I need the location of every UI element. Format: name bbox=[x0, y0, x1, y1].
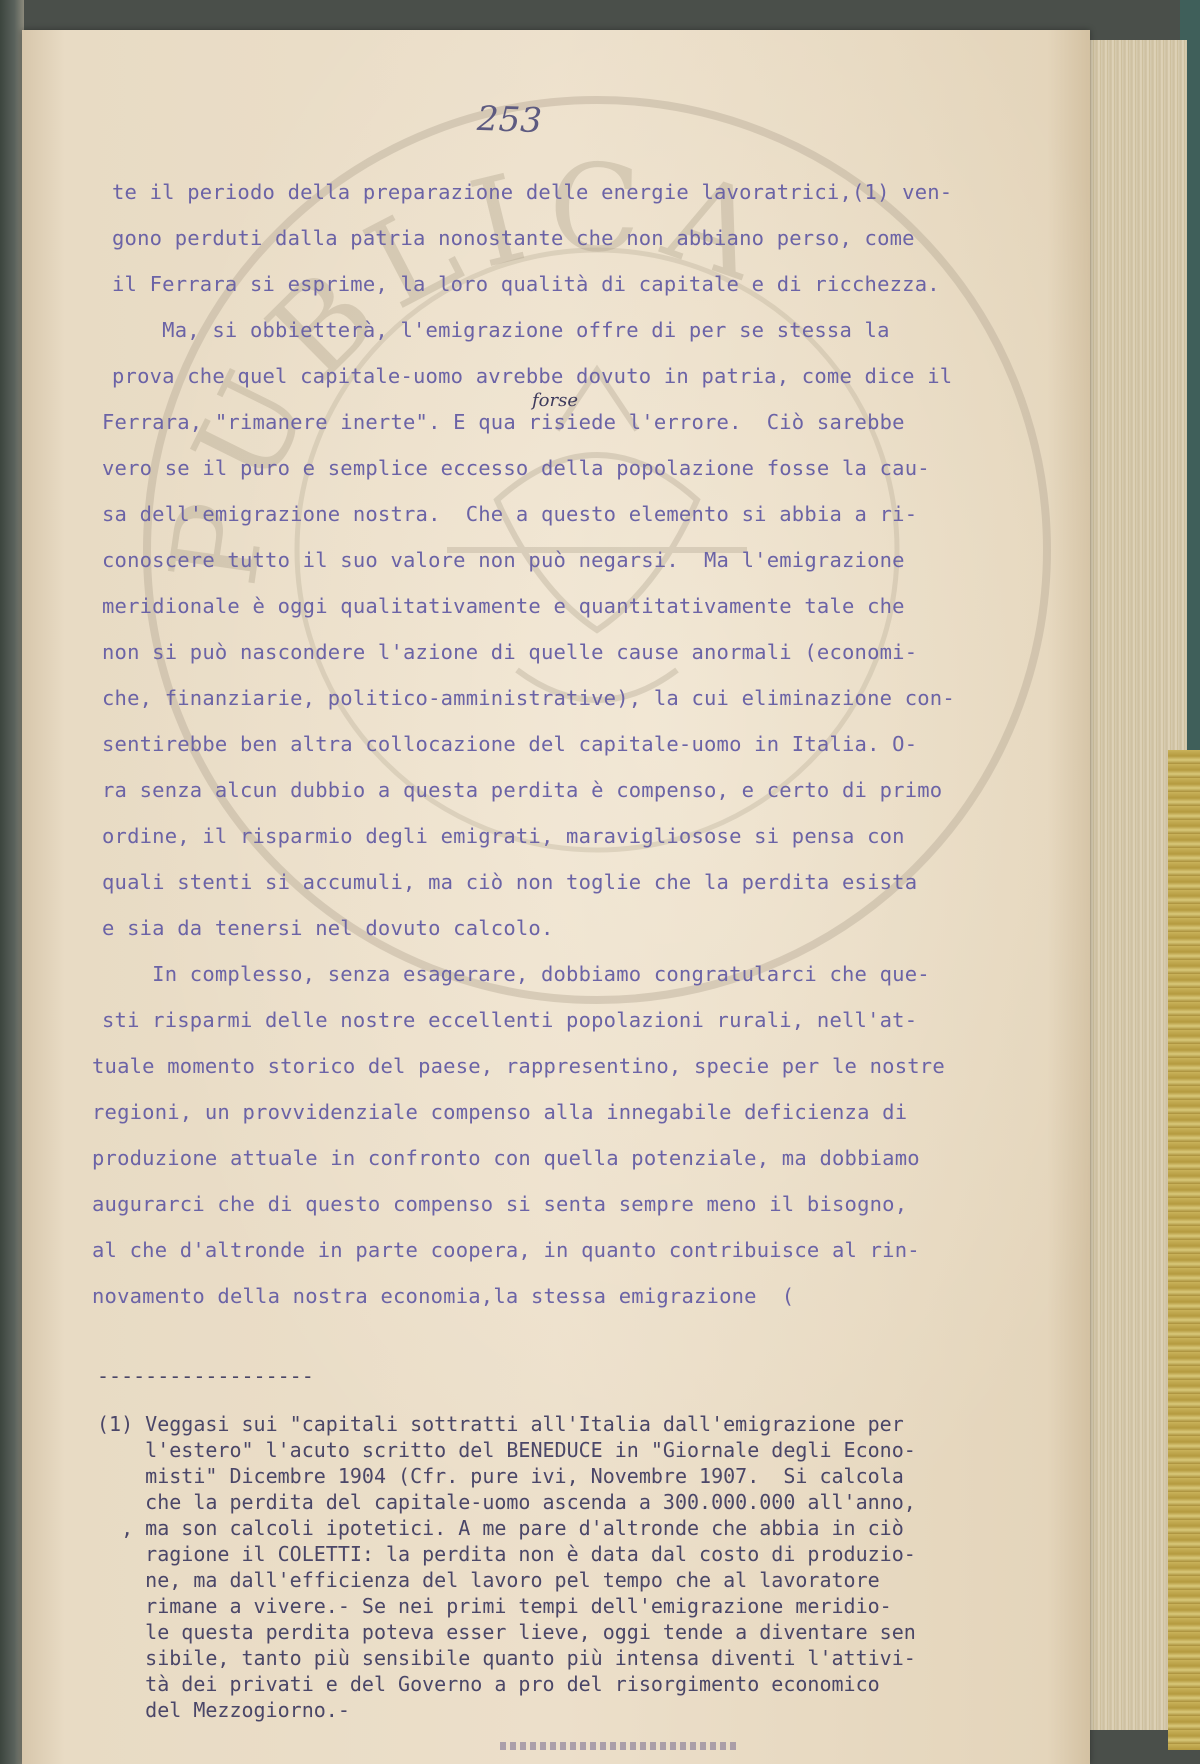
text-line: sentirebbe ben altra collocazione del capitale-uomo in Italia. O- bbox=[102, 732, 918, 756]
footnote-line: le questa perdita poteva esser lieve, oggi tende a diventare sen bbox=[97, 1620, 916, 1644]
text-line: regioni, un provvidenziale compenso alla innegabile deficienza di bbox=[92, 1100, 908, 1124]
text-line: il Ferrara si esprime, la loro qualità di capitale e di ricchezza. bbox=[112, 272, 940, 296]
document-page bbox=[22, 30, 1090, 1764]
handwritten-note-forse: forse bbox=[532, 390, 578, 411]
text-line: meridionale è oggi qualitativamente e quantitativamente tale che bbox=[102, 594, 905, 618]
text-line: ra senza alcun dubbio a questa perdita è compenso, e certo di primo bbox=[102, 778, 943, 802]
text-line: te il periodo della preparazione delle energie lavoratrici,(1) ven- bbox=[112, 180, 953, 204]
footnote-line: misti" Dicembre 1904 (Cfr. pure ivi, Novembre 1907. Si calcola bbox=[97, 1464, 904, 1488]
footnote-line: ne, ma dall'efficienza del lavoro pel tempo che al lavoratore bbox=[97, 1568, 880, 1592]
footnote-line: l'estero" l'acuto scritto del BENEDUCE in "Giornale degli Econo- bbox=[97, 1438, 916, 1462]
text-line: vero se il puro e semplice eccesso della popolazione fosse la cau- bbox=[102, 456, 930, 480]
bottom-edge-mark bbox=[500, 1742, 740, 1750]
text-line: non si può nascondere l'azione di quelle cause anormali (economi- bbox=[102, 640, 918, 664]
text-line: sti risparmi delle nostre eccellenti popolazioni rurali, nell'at- bbox=[102, 1008, 918, 1032]
yellow-page-tabs bbox=[1168, 750, 1200, 1750]
footnote-line: (1) Veggasi sui "capitali sottratti all'Italia dall'emigrazione per bbox=[97, 1412, 904, 1436]
text-line: al che d'altronde in parte coopera, in quanto contribuisce al rin- bbox=[92, 1238, 920, 1262]
footnote-line: , ma son calcoli ipotetici. A me pare d'altronde che abbia in ciò bbox=[97, 1516, 904, 1540]
text-line: novamento della nostra economia,la stessa emigrazione ( bbox=[92, 1284, 795, 1308]
text-line: prova che quel capitale-uomo avrebbe dovuto in patria, come dice il bbox=[112, 364, 953, 388]
text-line: tuale momento storico del paese, rappresentino, specie per le nostre bbox=[92, 1054, 945, 1078]
page-number: 253 bbox=[476, 98, 543, 142]
text-line: produzione attuale in confronto con quella potenziale, ma dobbiamo bbox=[92, 1146, 920, 1170]
footnote-line: del Mezzogiorno.- bbox=[97, 1698, 350, 1722]
text-line: conoscere tutto il suo valore non può negarsi. Ma l'emigrazione bbox=[102, 548, 905, 572]
text-line: e sia da tenersi nel dovuto calcolo. bbox=[102, 916, 554, 940]
book-binding bbox=[0, 0, 24, 1764]
text-line: Ma, si obbietterà, l'emigrazione offre di per se stessa la bbox=[112, 318, 890, 342]
text-line: sa dell'emigrazione nostra. Che a questo elemento si abbia a ri- bbox=[102, 502, 918, 526]
text-line: In complesso, senza esagerare, dobbiamo congratularci che que- bbox=[102, 962, 930, 986]
footnote-separator: ------------------ bbox=[97, 1364, 314, 1388]
footnote-line: tà dei privati e del Governo a pro del risorgimento economico bbox=[97, 1672, 880, 1696]
footnote-line: ragione il COLETTI: la perdita non è data dal costo di produzio- bbox=[97, 1542, 916, 1566]
stamp-text: PUBLICA bbox=[144, 139, 794, 594]
text-line: che, finanziarie, politico-amministrative), la cui eliminazione con- bbox=[102, 686, 955, 710]
text-line: augurarci che di questo compenso si senta sempre meno il bisogno, bbox=[92, 1192, 908, 1216]
text-line: ordine, il risparmio degli emigrati, maravigliosose si pensa con bbox=[102, 824, 905, 848]
text-line: gono perduti dalla patria nonostante che non abbiano perso, come bbox=[112, 226, 915, 250]
footnote-line: rimane a vivere.- Se nei primi tempi dell'emigrazione meridio- bbox=[97, 1594, 892, 1618]
text-line: quali stenti si accumuli, ma ciò non toglie che la perdita esista bbox=[102, 870, 918, 894]
footnote-line: che la perdita del capitale-uomo ascenda a 300.000.000 all'anno, bbox=[97, 1490, 916, 1514]
footnote-line: sibile, tanto più sensibile quanto più intensa diventi l'attivi- bbox=[97, 1646, 916, 1670]
text-line: Ferrara, "rimanere inerte". E qua risiede l'errore. Ciò sarebbe bbox=[102, 410, 905, 434]
